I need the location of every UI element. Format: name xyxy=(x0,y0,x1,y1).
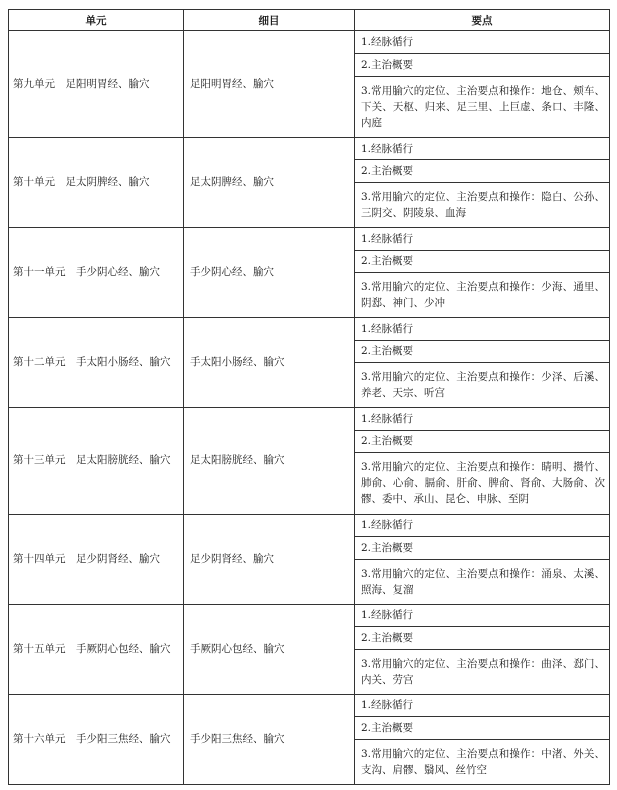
detail-cell: 足太阴脾经、腧穴 xyxy=(184,137,355,227)
point-cell: 3.常用腧穴的定位、主治要点和操作：少海、通里、阴郄、神门、少冲 xyxy=(355,273,610,318)
table-row xyxy=(9,408,610,431)
point-cell: 3.常用腧穴的定位、主治要点和操作：睛明、攒竹、肺俞、心俞、膈俞、肝俞、脾俞、肾俞、大肠俞、次髎、委中、承山、昆仑、申脉、至阴 xyxy=(355,453,610,514)
unit-cell: 第十一单元 手少阴心经、腧穴 xyxy=(9,228,184,318)
point-cell: 3.常用腧穴的定位、主治要点和操作：曲泽、郄门、内关、劳宫 xyxy=(355,649,610,694)
unit-cell: 第九单元 足阳明胃经、腧穴 xyxy=(9,31,184,137)
unit-cell: 第十四单元 足少阴肾经、腧穴 xyxy=(9,514,184,604)
table-row xyxy=(9,514,610,537)
table-row xyxy=(9,604,610,627)
point-cell: 1.经脉循行 xyxy=(355,408,610,431)
table-row xyxy=(9,228,610,251)
detail-cell: 手太阳小肠经、腧穴 xyxy=(184,318,355,408)
point-cell: 2.主治概要 xyxy=(355,627,610,650)
point-cell: 1.经脉循行 xyxy=(355,137,610,160)
point-cell: 2.主治概要 xyxy=(355,54,610,77)
detail-cell: 手少阳三焦经、腧穴 xyxy=(184,694,355,784)
table-row xyxy=(9,318,610,341)
point-cell: 2.主治概要 xyxy=(355,717,610,740)
table-row xyxy=(9,694,610,717)
point-cell: 3.常用腧穴的定位、主治要点和操作：少泽、后溪、养老、天宗、听宫 xyxy=(355,363,610,408)
table-row xyxy=(9,137,610,160)
point-cell: 1.经脉循行 xyxy=(355,694,610,717)
syllabus-table xyxy=(8,9,610,785)
table-row xyxy=(9,31,610,54)
point-cell: 2.主治概要 xyxy=(355,160,610,183)
detail-cell: 足阳明胃经、腧穴 xyxy=(184,31,355,137)
point-cell: 1.经脉循行 xyxy=(355,514,610,537)
point-cell: 3.常用腧穴的定位、主治要点和操作：地仓、颊车、下关、天枢、归来、足三里、上巨虚、条口、丰隆、内庭 xyxy=(355,76,610,137)
point-cell: 1.经脉循行 xyxy=(355,604,610,627)
detail-cell: 手少阴心经、腧穴 xyxy=(184,228,355,318)
header-points: 要点 xyxy=(355,10,610,31)
header-detail: 细目 xyxy=(184,10,355,31)
point-cell: 3.常用腧穴的定位、主治要点和操作：隐白、公孙、三阴交、阴陵泉、血海 xyxy=(355,182,610,227)
point-cell: 2.主治概要 xyxy=(355,340,610,363)
table-header-row xyxy=(9,10,610,31)
detail-cell: 足少阴肾经、腧穴 xyxy=(184,514,355,604)
point-cell: 2.主治概要 xyxy=(355,537,610,560)
point-cell: 1.经脉循行 xyxy=(355,228,610,251)
point-cell: 1.经脉循行 xyxy=(355,318,610,341)
point-cell: 2.主治概要 xyxy=(355,250,610,273)
unit-cell: 第十六单元 手少阳三焦经、腧穴 xyxy=(9,694,184,784)
unit-cell: 第十五单元 手厥阴心包经、腧穴 xyxy=(9,604,184,694)
header-unit: 单元 xyxy=(9,10,184,31)
unit-cell: 第十单元 足太阴脾经、腧穴 xyxy=(9,137,184,227)
point-cell: 1.经脉循行 xyxy=(355,31,610,54)
unit-cell: 第十二单元 手太阳小肠经、腧穴 xyxy=(9,318,184,408)
point-cell: 2.主治概要 xyxy=(355,430,610,453)
point-cell: 3.常用腧穴的定位、主治要点和操作：涌泉、太溪、照海、复溜 xyxy=(355,559,610,604)
point-cell: 3.常用腧穴的定位、主治要点和操作：中渚、外关、支沟、肩髎、翳风、丝竹空 xyxy=(355,739,610,784)
detail-cell: 足太阳膀胱经、腧穴 xyxy=(184,408,355,514)
unit-cell: 第十三单元 足太阳膀胱经、腧穴 xyxy=(9,408,184,514)
detail-cell: 手厥阴心包经、腧穴 xyxy=(184,604,355,694)
